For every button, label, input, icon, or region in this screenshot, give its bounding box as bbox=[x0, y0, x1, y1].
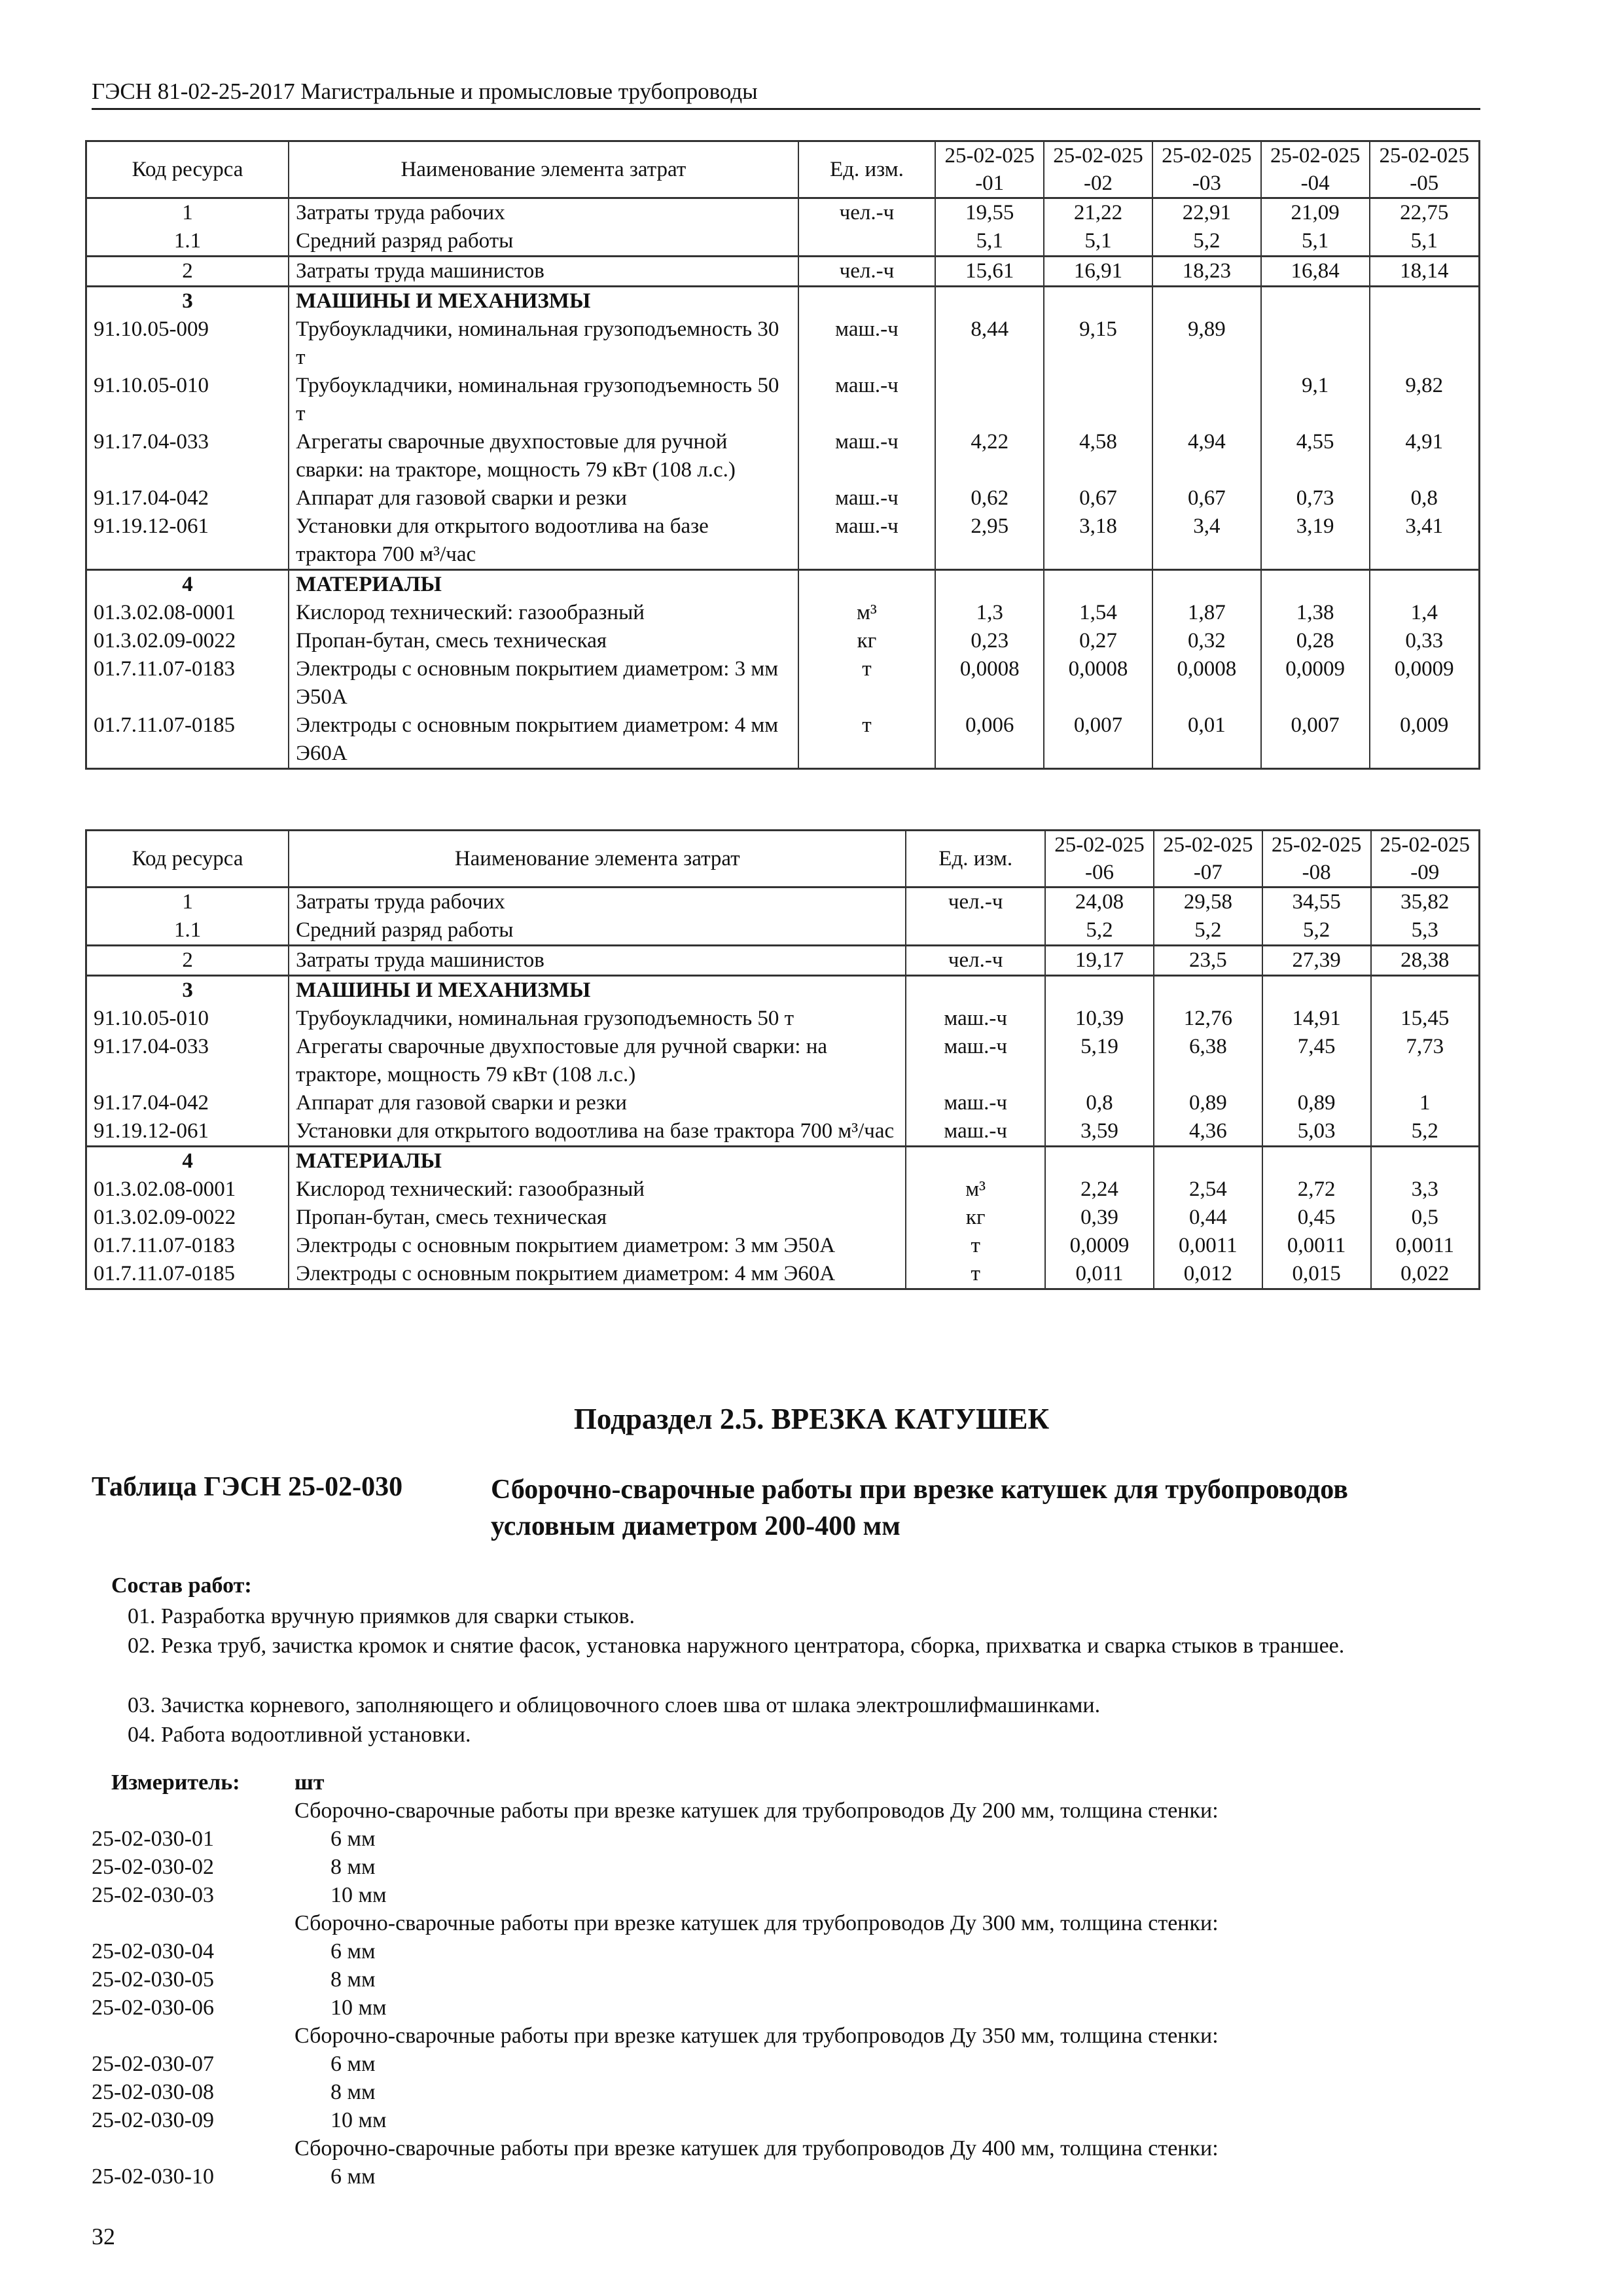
item-value: 6 мм bbox=[330, 2052, 376, 2076]
table-cell: 3 bbox=[86, 287, 289, 316]
item-value: 8 мм bbox=[330, 2080, 376, 2104]
column-header: 25-02-025-04 bbox=[1261, 141, 1370, 198]
table-cell: 9,82 bbox=[1370, 372, 1480, 428]
table-row bbox=[86, 655, 1480, 711]
table-cell: 0,67 bbox=[1152, 484, 1261, 512]
item-value: 10 мм bbox=[330, 1883, 387, 1907]
table-cell bbox=[1152, 372, 1261, 428]
table-cell: 0,73 bbox=[1261, 484, 1370, 512]
table-cell bbox=[1371, 976, 1480, 1005]
meter-group-title: Сборочно-сварочные работы при врезке катушек для трубопроводов Ду 400 мм, толщина стенки: bbox=[294, 2136, 1219, 2161]
table-cell bbox=[1370, 315, 1480, 372]
table-cell: 91.17.04-042 bbox=[86, 1089, 289, 1117]
table-cell: 1 bbox=[86, 888, 289, 917]
table-cell: 22,91 bbox=[1152, 198, 1261, 228]
table-row bbox=[86, 1232, 1480, 1260]
item-value: 10 мм bbox=[330, 1996, 387, 2020]
table-row bbox=[86, 1033, 1480, 1089]
table-cell: 1,54 bbox=[1044, 599, 1152, 627]
table-cell bbox=[1261, 315, 1370, 372]
meter-value: шт bbox=[294, 1770, 325, 1795]
table-cell: Трубоукладчики, номинальная грузоподъемность 30 т bbox=[289, 315, 798, 372]
table-row bbox=[86, 227, 1480, 257]
table-cell: 5,1 bbox=[1370, 227, 1480, 257]
item-value: 6 мм bbox=[330, 1939, 376, 1964]
table-cell: 5,2 bbox=[1262, 916, 1371, 946]
table-cell: 0,89 bbox=[1262, 1089, 1371, 1117]
table-cell: 16,84 bbox=[1261, 257, 1370, 287]
table-cell: 0,5 bbox=[1371, 1204, 1480, 1232]
meter-group-title: Сборочно-сварочные работы при врезке катушек для трубопроводов Ду 350 мм, толщина стенки: bbox=[294, 2024, 1219, 2048]
document-header: ГЭСН 81-02-25-2017 Магистральные и промысловые трубопроводы bbox=[92, 79, 758, 104]
table-cell: 0,62 bbox=[935, 484, 1044, 512]
table-cell: 5,1 bbox=[935, 227, 1044, 257]
table-cell: 4,55 bbox=[1261, 428, 1370, 484]
table-row bbox=[86, 315, 1480, 372]
resource-table-2 bbox=[85, 829, 1480, 1290]
table-cell bbox=[935, 372, 1044, 428]
table-cell: 5,19 bbox=[1045, 1033, 1154, 1089]
table-cell: Установки для открытого водоотлива на базе трактора 700 м³/час bbox=[289, 512, 798, 570]
table-cell: кг bbox=[798, 627, 936, 655]
table-cell: 0,0011 bbox=[1262, 1232, 1371, 1260]
table-cell: 0,01 bbox=[1152, 711, 1261, 769]
table-cell: 3,18 bbox=[1044, 512, 1152, 570]
table-cell bbox=[1370, 570, 1480, 600]
table-cell: 0,67 bbox=[1044, 484, 1152, 512]
table-cell: 0,007 bbox=[1044, 711, 1152, 769]
table-cell: 0,0009 bbox=[1045, 1232, 1154, 1260]
table-cell: 0,0008 bbox=[935, 655, 1044, 711]
table-cell: 0,0011 bbox=[1154, 1232, 1262, 1260]
table-cell: 5,2 bbox=[1154, 916, 1262, 946]
table-row bbox=[86, 627, 1480, 655]
table-cell: 91.10.05-009 bbox=[86, 315, 289, 372]
table-cell: маш.-ч bbox=[906, 1089, 1045, 1117]
table-cell: 28,38 bbox=[1371, 946, 1480, 976]
table-cell: 4 bbox=[86, 570, 289, 600]
column-header: 25-02-025-09 bbox=[1371, 831, 1480, 888]
table-cell: 01.3.02.09-0022 bbox=[86, 627, 289, 655]
table-cell: кг bbox=[906, 1204, 1045, 1232]
table-cell bbox=[906, 976, 1045, 1005]
table-cell: 0,015 bbox=[1262, 1260, 1371, 1289]
table-cell bbox=[1262, 976, 1371, 1005]
table-cell bbox=[1152, 570, 1261, 600]
item-code: 25-02-030-06 bbox=[92, 1996, 214, 2020]
table-cell: 35,82 bbox=[1371, 888, 1480, 917]
table-cell: маш.-ч bbox=[906, 1005, 1045, 1033]
table-row bbox=[86, 1089, 1480, 1117]
table-header-row bbox=[86, 831, 1480, 888]
column-header: 25-02-025-07 bbox=[1154, 831, 1262, 888]
table-cell: 0,28 bbox=[1261, 627, 1370, 655]
table-cell: 0,44 bbox=[1154, 1204, 1262, 1232]
table-row bbox=[86, 1175, 1480, 1204]
table-cell: 6,38 bbox=[1154, 1033, 1262, 1089]
table-cell bbox=[1371, 1147, 1480, 1176]
table-cell: Затраты труда машинистов bbox=[289, 946, 906, 976]
item-value: 8 мм bbox=[330, 1967, 376, 1992]
table-cell: 9,15 bbox=[1044, 315, 1152, 372]
column-header: Наименование элемента затрат bbox=[289, 831, 906, 888]
item-code: 25-02-030-03 bbox=[92, 1883, 214, 1907]
table-cell: 24,08 bbox=[1045, 888, 1154, 917]
table-cell: 0,27 bbox=[1044, 627, 1152, 655]
table-cell: 5,1 bbox=[1261, 227, 1370, 257]
table-row bbox=[86, 711, 1480, 769]
table-row bbox=[86, 512, 1480, 570]
table-cell: 4,58 bbox=[1044, 428, 1152, 484]
table-cell: 0,0008 bbox=[1152, 655, 1261, 711]
table-caption: Сборочно-сварочные работы при врезке катушек для трубопроводов условным диаметром 200-400 мм bbox=[491, 1475, 1348, 1541]
table-cell: 2,72 bbox=[1262, 1175, 1371, 1204]
table-cell: 01.7.11.07-0183 bbox=[86, 655, 289, 711]
table-cell: 22,75 bbox=[1370, 198, 1480, 228]
table-cell: 19,17 bbox=[1045, 946, 1154, 976]
table-cell: 91.17.04-033 bbox=[86, 428, 289, 484]
table-cell: 0,0009 bbox=[1261, 655, 1370, 711]
table-cell: Аппарат для газовой сварки и резки bbox=[289, 1089, 906, 1117]
table-cell: 1 bbox=[1371, 1089, 1480, 1117]
works-heading: Состав работ: bbox=[111, 1573, 252, 1598]
item-value: 6 мм bbox=[330, 2164, 376, 2189]
table-cell: Агрегаты сварочные двухпостовые для ручной сварки: на тракторе, мощность 79 кВт (108 л.с.) bbox=[289, 428, 798, 484]
column-header: Ед. изм. bbox=[906, 831, 1045, 888]
table-cell: 8,44 bbox=[935, 315, 1044, 372]
table-cell: 0,33 bbox=[1370, 627, 1480, 655]
table-cell: 2 bbox=[86, 946, 289, 976]
table-cell: 0,45 bbox=[1262, 1204, 1371, 1232]
table-cell: т bbox=[798, 655, 936, 711]
column-header: 25-02-025-03 bbox=[1152, 141, 1261, 198]
table-cell: Пропан-бутан, смесь техническая bbox=[289, 627, 798, 655]
table-cell: 91.17.04-042 bbox=[86, 484, 289, 512]
table-cell: 10,39 bbox=[1045, 1005, 1154, 1033]
column-header: 25-02-025-01 bbox=[935, 141, 1044, 198]
table-row bbox=[86, 1260, 1480, 1289]
table-row bbox=[86, 1005, 1480, 1033]
table-cell: Электроды с основным покрытием диаметром: 4 мм Э60А bbox=[289, 1260, 906, 1289]
table-cell: 0,32 bbox=[1152, 627, 1261, 655]
table-cell: 2,24 bbox=[1045, 1175, 1154, 1204]
work-item: 01. Разработка вручную приямков для сварки стыков. bbox=[128, 1604, 635, 1628]
table-cell: 9,89 bbox=[1152, 315, 1261, 372]
table-row bbox=[86, 1117, 1480, 1147]
table-cell: Установки для открытого водоотлива на базе трактора 700 м³/час bbox=[289, 1117, 906, 1147]
work-item: 04. Работа водоотливной установки. bbox=[128, 1723, 471, 1747]
page-number: 32 bbox=[92, 2223, 115, 2250]
resource-table-1 bbox=[85, 140, 1480, 770]
table-cell bbox=[798, 570, 936, 600]
table-cell: 1 bbox=[86, 198, 289, 228]
table-cell: маш.-ч bbox=[798, 428, 936, 484]
table-cell: Затраты труда рабочих bbox=[289, 888, 906, 917]
table-cell: маш.-ч bbox=[798, 315, 936, 372]
item-value: 6 мм bbox=[330, 1827, 376, 1851]
table-cell: чел.-ч bbox=[798, 257, 936, 287]
work-item: 02. Резка труб, зачистка кромок и снятие фасок, установка наружного центратора, сборка, прихватка и сварка стыков в траншее. bbox=[128, 1634, 1345, 1658]
table-cell: т bbox=[906, 1260, 1045, 1289]
table-cell: 3,4 bbox=[1152, 512, 1261, 570]
column-header: Код ресурса bbox=[86, 831, 289, 888]
table-cell: Средний разряд работы bbox=[289, 916, 906, 946]
table-cell: 4,36 bbox=[1154, 1117, 1262, 1147]
table-cell: 3,19 bbox=[1261, 512, 1370, 570]
table-cell: чел.-ч bbox=[906, 946, 1045, 976]
table-cell: 0,006 bbox=[935, 711, 1044, 769]
table-cell: 18,14 bbox=[1370, 257, 1480, 287]
table-cell: 1,87 bbox=[1152, 599, 1261, 627]
table-cell: м³ bbox=[798, 599, 936, 627]
table-cell: Затраты труда рабочих bbox=[289, 198, 798, 228]
item-code: 25-02-030-09 bbox=[92, 2108, 214, 2132]
table-cell: 91.10.05-010 bbox=[86, 372, 289, 428]
table-cell: 5,2 bbox=[1045, 916, 1154, 946]
table-cell: 1.1 bbox=[86, 916, 289, 946]
table-cell: МАТЕРИАЛЫ bbox=[289, 570, 798, 600]
table-cell: 0,022 bbox=[1371, 1260, 1480, 1289]
table-cell: 4,94 bbox=[1152, 428, 1261, 484]
table-cell: Аппарат для газовой сварки и резки bbox=[289, 484, 798, 512]
table-cell: 01.3.02.08-0001 bbox=[86, 599, 289, 627]
table-row bbox=[86, 599, 1480, 627]
table-row bbox=[86, 484, 1480, 512]
table-cell: МАТЕРИАЛЫ bbox=[289, 1147, 906, 1176]
table-cell: 0,8 bbox=[1370, 484, 1480, 512]
table-cell: 1,4 bbox=[1370, 599, 1480, 627]
table-cell: 0,8 bbox=[1045, 1089, 1154, 1117]
table-cell: 2,95 bbox=[935, 512, 1044, 570]
table-cell bbox=[906, 1147, 1045, 1176]
item-value: 10 мм bbox=[330, 2108, 387, 2132]
table-header-row bbox=[86, 141, 1480, 198]
table-cell bbox=[798, 287, 936, 316]
table-cell bbox=[1044, 570, 1152, 600]
table-cell: 21,22 bbox=[1044, 198, 1152, 228]
table-row bbox=[86, 1147, 1480, 1176]
table-cell: 27,39 bbox=[1262, 946, 1371, 976]
item-code: 25-02-030-07 bbox=[92, 2052, 214, 2076]
table-cell: 4,91 bbox=[1370, 428, 1480, 484]
table-cell: маш.-ч bbox=[798, 512, 936, 570]
table-cell: 91.19.12-061 bbox=[86, 1117, 289, 1147]
table-cell: 0,007 bbox=[1261, 711, 1370, 769]
table-row bbox=[86, 198, 1480, 228]
table-cell bbox=[1154, 1147, 1262, 1176]
table-row bbox=[86, 888, 1480, 917]
table-cell bbox=[1045, 1147, 1154, 1176]
table-cell: Трубоукладчики, номинальная грузоподъемность 50 т bbox=[289, 1005, 906, 1033]
table-cell: 15,45 bbox=[1371, 1005, 1480, 1033]
item-code: 25-02-030-01 bbox=[92, 1827, 214, 1851]
item-code: 25-02-030-10 bbox=[92, 2164, 214, 2189]
table-cell: 5,1 bbox=[1044, 227, 1152, 257]
table-cell: 5,03 bbox=[1262, 1117, 1371, 1147]
table-cell bbox=[798, 227, 936, 257]
table-row bbox=[86, 428, 1480, 484]
table-cell bbox=[935, 287, 1044, 316]
table-cell: Электроды с основным покрытием диаметром: 4 мм Э60А bbox=[289, 711, 798, 769]
table-cell: Пропан-бутан, смесь техническая bbox=[289, 1204, 906, 1232]
table-cell: чел.-ч bbox=[906, 888, 1045, 917]
table-cell: 1,38 bbox=[1261, 599, 1370, 627]
table-cell: 23,5 bbox=[1154, 946, 1262, 976]
table-cell: 91.10.05-010 bbox=[86, 1005, 289, 1033]
table-row bbox=[86, 916, 1480, 946]
table-cell bbox=[1044, 287, 1152, 316]
table-cell: Кислород технический: газообразный bbox=[289, 599, 798, 627]
table-cell: маш.-ч bbox=[906, 1117, 1045, 1147]
table-cell: 5,3 bbox=[1371, 916, 1480, 946]
table-cell: 21,09 bbox=[1261, 198, 1370, 228]
item-code: 25-02-030-04 bbox=[92, 1939, 214, 1964]
table-cell: маш.-ч bbox=[798, 372, 936, 428]
table-cell bbox=[1261, 570, 1370, 600]
table-cell: 3,41 bbox=[1370, 512, 1480, 570]
column-header: 25-02-025-05 bbox=[1370, 141, 1480, 198]
table-cell: 0,89 bbox=[1154, 1089, 1262, 1117]
table-row bbox=[86, 287, 1480, 316]
table-cell bbox=[935, 570, 1044, 600]
table-cell: 19,55 bbox=[935, 198, 1044, 228]
table-cell: 5,2 bbox=[1152, 227, 1261, 257]
table-row bbox=[86, 372, 1480, 428]
table-row bbox=[86, 946, 1480, 976]
table-cell: 3,59 bbox=[1045, 1117, 1154, 1147]
table-cell: 01.3.02.08-0001 bbox=[86, 1175, 289, 1204]
table-cell: 5,2 bbox=[1371, 1117, 1480, 1147]
table-cell: 16,91 bbox=[1044, 257, 1152, 287]
column-header: Наименование элемента затрат bbox=[289, 141, 798, 198]
table-cell: чел.-ч bbox=[798, 198, 936, 228]
table-cell: 91.19.12-061 bbox=[86, 512, 289, 570]
subsection-title: Подраздел 2.5. ВРЕЗКА КАТУШЕК bbox=[573, 1403, 1050, 1435]
table-cell: 0,23 bbox=[935, 627, 1044, 655]
table-cell bbox=[1370, 287, 1480, 316]
table-cell: 2 bbox=[86, 257, 289, 287]
table-cell: 0,011 bbox=[1045, 1260, 1154, 1289]
table-cell: т bbox=[906, 1232, 1045, 1260]
table-cell: т bbox=[798, 711, 936, 769]
table-cell: 14,91 bbox=[1262, 1005, 1371, 1033]
table-cell: Агрегаты сварочные двухпостовые для ручной сварки: на тракторе, мощность 79 кВт (108 л.с.) bbox=[289, 1033, 906, 1089]
item-value: 8 мм bbox=[330, 1855, 376, 1879]
work-item: 03. Зачистка корневого, заполняющего и облицовочного слоев шва от шлака электрошлифмашинками. bbox=[128, 1693, 1101, 1717]
table-cell: 2,54 bbox=[1154, 1175, 1262, 1204]
meter-group-title: Сборочно-сварочные работы при врезке катушек для трубопроводов Ду 300 мм, толщина стенки: bbox=[294, 1911, 1219, 1935]
table-cell: Средний разряд работы bbox=[289, 227, 798, 257]
table-cell bbox=[1044, 372, 1152, 428]
table-cell: 0,39 bbox=[1045, 1204, 1154, 1232]
table-cell: м³ bbox=[906, 1175, 1045, 1204]
table-cell: 29,58 bbox=[1154, 888, 1262, 917]
table-row bbox=[86, 1204, 1480, 1232]
table-cell: 7,73 bbox=[1371, 1033, 1480, 1089]
column-header: 25-02-025-06 bbox=[1045, 831, 1154, 888]
table-cell: 0,0008 bbox=[1044, 655, 1152, 711]
table-cell: маш.-ч bbox=[906, 1033, 1045, 1089]
table-row bbox=[86, 976, 1480, 1005]
table-cell: 9,1 bbox=[1261, 372, 1370, 428]
item-code: 25-02-030-08 bbox=[92, 2080, 214, 2104]
table-cell: 01.7.11.07-0183 bbox=[86, 1232, 289, 1260]
table-cell bbox=[1154, 976, 1262, 1005]
table-label: Таблица ГЭСН 25-02-030 bbox=[92, 1472, 403, 1502]
meter-group-title: Сборочно-сварочные работы при врезке катушек для трубопроводов Ду 200 мм, толщина стенки: bbox=[294, 1799, 1219, 1823]
table-cell bbox=[906, 916, 1045, 946]
table-cell: 3,3 bbox=[1371, 1175, 1480, 1204]
table-cell: 7,45 bbox=[1262, 1033, 1371, 1089]
table-cell: Электроды с основным покрытием диаметром: 3 мм Э50А bbox=[289, 1232, 906, 1260]
table-cell: 0,012 bbox=[1154, 1260, 1262, 1289]
table-cell bbox=[1152, 287, 1261, 316]
table-cell: 0,0009 bbox=[1370, 655, 1480, 711]
table-cell: 3 bbox=[86, 976, 289, 1005]
table-cell bbox=[1045, 976, 1154, 1005]
table-row bbox=[86, 257, 1480, 287]
table-cell: 15,61 bbox=[935, 257, 1044, 287]
table-cell: Трубоукладчики, номинальная грузоподъемность 50 т bbox=[289, 372, 798, 428]
table-cell: 1.1 bbox=[86, 227, 289, 257]
table-cell: 18,23 bbox=[1152, 257, 1261, 287]
table-cell: 01.3.02.09-0022 bbox=[86, 1204, 289, 1232]
item-code: 25-02-030-05 bbox=[92, 1967, 214, 1992]
table-row bbox=[86, 570, 1480, 600]
column-header: 25-02-025-02 bbox=[1044, 141, 1152, 198]
table-cell: 01.7.11.07-0185 bbox=[86, 1260, 289, 1289]
table-cell: Кислород технический: газообразный bbox=[289, 1175, 906, 1204]
table-cell bbox=[1262, 1147, 1371, 1176]
table-cell: 1,3 bbox=[935, 599, 1044, 627]
table-cell: 91.17.04-033 bbox=[86, 1033, 289, 1089]
table-cell: маш.-ч bbox=[798, 484, 936, 512]
table-cell: 01.7.11.07-0185 bbox=[86, 711, 289, 769]
column-header: 25-02-025-08 bbox=[1262, 831, 1371, 888]
table-cell bbox=[1261, 287, 1370, 316]
meter-label: Измеритель: bbox=[111, 1770, 240, 1795]
table-cell: 34,55 bbox=[1262, 888, 1371, 917]
table-cell: Затраты труда машинистов bbox=[289, 257, 798, 287]
table-cell: 12,76 bbox=[1154, 1005, 1262, 1033]
item-code: 25-02-030-02 bbox=[92, 1855, 214, 1879]
table-cell: 0,0011 bbox=[1371, 1232, 1480, 1260]
table-cell: Электроды с основным покрытием диаметром: 3 мм Э50А bbox=[289, 655, 798, 711]
table-cell: 4,22 bbox=[935, 428, 1044, 484]
column-header: Ед. изм. bbox=[798, 141, 936, 198]
table-cell: 0,009 bbox=[1370, 711, 1480, 769]
table-cell: 4 bbox=[86, 1147, 289, 1176]
header-divider bbox=[92, 108, 1480, 110]
table-cell: МАШИНЫ И МЕХАНИЗМЫ bbox=[289, 976, 906, 1005]
column-header: Код ресурса bbox=[86, 141, 289, 198]
table-cell: МАШИНЫ И МЕХАНИЗМЫ bbox=[289, 287, 798, 316]
